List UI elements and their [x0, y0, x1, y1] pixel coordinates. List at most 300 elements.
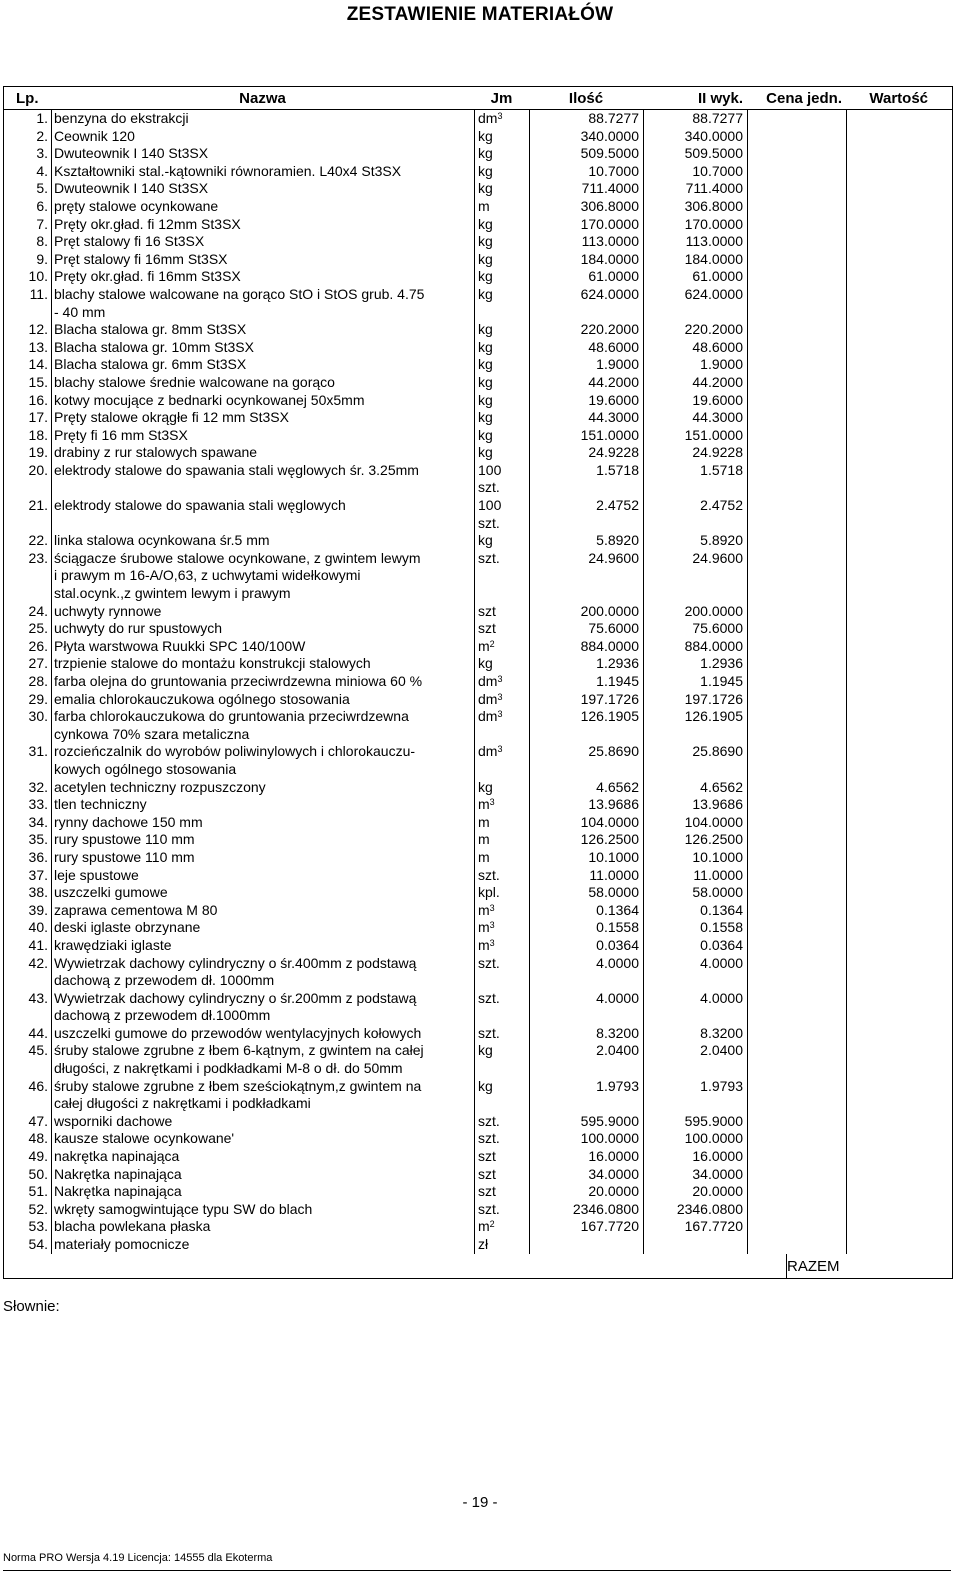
- cell-ii-wyk: 884.0000: [643, 638, 747, 656]
- cell-ilosc: 306.8000: [529, 198, 643, 216]
- cell-cena: [747, 1113, 846, 1131]
- cell-lp: 48.: [28, 1130, 48, 1147]
- cell-nazwa: benzyna do ekstrakcji: [51, 110, 474, 128]
- cell-nazwa: zaprawa cementowa M 80: [51, 902, 474, 920]
- cell-wartosc: [846, 1218, 952, 1236]
- cell-jm: kg: [474, 251, 529, 269]
- cell-cena: [747, 1218, 846, 1236]
- cell-lp: 17.: [28, 409, 48, 426]
- table-row: [4, 1078, 952, 1113]
- cell-cena: [747, 251, 846, 269]
- cell-lp: 37.: [28, 866, 48, 883]
- table-row: [4, 620, 952, 638]
- cell-nazwa: Blacha stalowa gr. 8mm St3SX: [51, 321, 474, 339]
- cell-cena: [747, 673, 846, 691]
- cell-lp: 3.: [36, 145, 48, 162]
- table-row: [4, 462, 952, 497]
- cell-lp: 8.: [36, 233, 48, 250]
- cell-cena: [747, 163, 846, 181]
- cell-wartosc: [846, 673, 952, 691]
- cell-ii-wyk: 126.2500: [643, 831, 747, 849]
- cell-wartosc: [846, 392, 952, 410]
- cell-jm: kg: [474, 779, 529, 797]
- cell-lp: 42.: [28, 954, 48, 971]
- table-row: [4, 638, 952, 656]
- cell-wartosc: [846, 444, 952, 462]
- cell-nazwa: Nakrętka napinająca: [51, 1183, 474, 1201]
- cell-ilosc: 4.6562: [529, 779, 643, 797]
- cell-wartosc: [846, 356, 952, 374]
- cell-ilosc: 34.0000: [529, 1166, 643, 1184]
- cell-lp: 38.: [28, 884, 48, 901]
- cell-wartosc: [846, 268, 952, 286]
- cell-wartosc: [846, 374, 952, 392]
- cell-lp: 44.: [28, 1024, 48, 1041]
- cell-nazwa: Dwuteownik I 140 St3SX: [51, 145, 474, 163]
- cell-lp: 25.: [28, 620, 48, 637]
- cell-wartosc: [846, 128, 952, 146]
- table-row: [4, 1113, 952, 1131]
- cell-ii-wyk: 126.1905: [643, 708, 747, 743]
- cell-wartosc: [846, 409, 952, 427]
- cell-ilosc: 48.6000: [529, 339, 643, 357]
- cell-cena: [747, 409, 846, 427]
- cell-nazwa: drabiny z rur stalowych spawane: [51, 444, 474, 462]
- cell-ii-wyk: 2346.0800: [643, 1201, 747, 1219]
- header-lp: Lp.: [16, 89, 39, 107]
- document-title: ZESTAWIENIE MATERIAŁÓW: [346, 4, 614, 25]
- cell-wartosc: [846, 691, 952, 709]
- cell-ilosc: 16.0000: [529, 1148, 643, 1166]
- cell-nazwa: leje spustowe: [51, 867, 474, 885]
- cell-wartosc: [846, 1148, 952, 1166]
- cell-ilosc: 151.0000: [529, 427, 643, 445]
- cell-ii-wyk: 88.7277: [643, 110, 747, 128]
- table-row: [4, 990, 952, 1025]
- cell-jm: kg: [474, 427, 529, 445]
- table-row: [4, 374, 952, 392]
- cell-jm: szt.: [474, 955, 529, 990]
- cell-nazwa: Pręt stalowy fi 16mm St3SX: [51, 251, 474, 269]
- cell-ii-wyk: 1.9793: [643, 1078, 747, 1113]
- table-row: [4, 814, 952, 832]
- table-row: [4, 1166, 952, 1184]
- cell-cena: [747, 867, 846, 885]
- cell-ilosc: 11.0000: [529, 867, 643, 885]
- cell-ii-wyk: 104.0000: [643, 814, 747, 832]
- cell-ilosc: 44.2000: [529, 374, 643, 392]
- cell-nazwa: Wywietrzak dachowy cylindryczny o śr.400mm z podstawą dachową z przewodem dł. 1000mm: [51, 955, 474, 990]
- cell-cena: [747, 955, 846, 990]
- cell-lp: 33.: [28, 796, 48, 813]
- cell-jm: szt.: [474, 1113, 529, 1131]
- cell-ii-wyk: 595.9000: [643, 1113, 747, 1131]
- cell-ilosc: 25.8690: [529, 743, 643, 778]
- cell-ii-wyk: 8.3200: [643, 1025, 747, 1043]
- cell-cena: [747, 268, 846, 286]
- table-row: [4, 268, 952, 286]
- cell-wartosc: [846, 145, 952, 163]
- cell-wartosc: [846, 1166, 952, 1184]
- cell-nazwa: Blacha stalowa gr. 6mm St3SX: [51, 356, 474, 374]
- cell-lp: 6.: [36, 197, 48, 214]
- cell-ilosc: 13.9686: [529, 796, 643, 814]
- cell-ii-wyk: 1.1945: [643, 673, 747, 691]
- cell-ii-wyk: 200.0000: [643, 603, 747, 621]
- cell-ilosc: 88.7277: [529, 110, 643, 128]
- cell-cena: [747, 1148, 846, 1166]
- table-row: [4, 198, 952, 216]
- header-jm: Jm: [490, 89, 513, 107]
- header-ilosc: Ilość: [568, 89, 604, 107]
- cell-jm: kg: [474, 356, 529, 374]
- cell-wartosc: [846, 638, 952, 656]
- cell-jm: szt.: [474, 867, 529, 885]
- cell-ii-wyk: 24.9228: [643, 444, 747, 462]
- table-row: [4, 110, 952, 128]
- cell-ilosc: 104.0000: [529, 814, 643, 832]
- cell-lp: 5.: [36, 180, 48, 197]
- cell-lp: 20.: [28, 461, 48, 478]
- cell-nazwa: acetylen techniczny rozpuszczony: [51, 779, 474, 797]
- page-number: - 19 -: [462, 1494, 498, 1511]
- cell-wartosc: [846, 286, 952, 321]
- cell-nazwa: nakrętka napinająca: [51, 1148, 474, 1166]
- cell-nazwa: deski iglaste obrzynane: [51, 919, 474, 937]
- table-row: [4, 884, 952, 902]
- table-row: [4, 1218, 952, 1236]
- cell-lp: 2.: [36, 127, 48, 144]
- cell-ii-wyk: 0.1558: [643, 919, 747, 937]
- cell-nazwa: rury spustowe 110 mm: [51, 831, 474, 849]
- cell-jm: szt.: [474, 550, 529, 603]
- cell-cena: [747, 110, 846, 128]
- cell-nazwa: Nakrętka napinająca: [51, 1166, 474, 1184]
- table-row: [4, 339, 952, 357]
- cell-nazwa: Wywietrzak dachowy cylindryczny o śr.200mm z podstawą dachową z przewodem dł.1000mm: [51, 990, 474, 1025]
- cell-wartosc: [846, 532, 952, 550]
- table-header: [4, 87, 952, 110]
- cell-nazwa: linka stalowa ocynkowana śr.5 mm: [51, 532, 474, 550]
- cell-lp: 43.: [28, 989, 48, 1006]
- cell-ilosc: 0.0364: [529, 937, 643, 955]
- cell-cena: [747, 1201, 846, 1219]
- footer-divider: [3, 1570, 951, 1571]
- cell-ilosc: 340.0000: [529, 128, 643, 146]
- cell-jm: m: [474, 814, 529, 832]
- table-row: [4, 902, 952, 920]
- cell-ii-wyk: 25.8690: [643, 743, 747, 778]
- table-row: [4, 286, 952, 321]
- cell-nazwa: rynny dachowe 150 mm: [51, 814, 474, 832]
- cell-lp: 9.: [36, 250, 48, 267]
- cell-ii-wyk: 16.0000: [643, 1148, 747, 1166]
- cell-ilosc: 10.7000: [529, 163, 643, 181]
- cell-lp: 1.: [36, 110, 48, 126]
- cell-cena: [747, 1166, 846, 1184]
- cell-jm: szt: [474, 603, 529, 621]
- cell-jm: szt: [474, 1166, 529, 1184]
- cell-wartosc: [846, 1183, 952, 1201]
- cell-ilosc: 126.2500: [529, 831, 643, 849]
- cell-nazwa: elektrody stalowe do spawania stali węglowych śr. 3.25mm: [51, 462, 474, 497]
- cell-ii-wyk: 5.8920: [643, 532, 747, 550]
- cell-ilosc: 170.0000: [529, 216, 643, 234]
- cell-lp: 30.: [28, 708, 48, 725]
- cell-wartosc: [846, 955, 952, 990]
- cell-nazwa: blacha powlekana płaska: [51, 1218, 474, 1236]
- cell-ilosc: 184.0000: [529, 251, 643, 269]
- cell-ii-wyk: 20.0000: [643, 1183, 747, 1201]
- table-row: [4, 251, 952, 269]
- table-row: [4, 444, 952, 462]
- cell-ilosc: 100.0000: [529, 1130, 643, 1148]
- table-row: [4, 233, 952, 251]
- cell-jm: kg: [474, 1078, 529, 1113]
- cell-cena: [747, 462, 846, 497]
- cell-nazwa: rozcieńczalnik do wyrobów poliwinylowych i chlorokauczu- kowych ogólnego stosowania: [51, 743, 474, 778]
- table-row: [4, 497, 952, 532]
- cell-nazwa: Pręty okr.gład. fi 12mm St3SX: [51, 216, 474, 234]
- cell-jm: $m^2$: [474, 1218, 529, 1236]
- cell-nazwa: kausze stalowe ocynkowane': [51, 1130, 474, 1148]
- cell-cena: [747, 831, 846, 849]
- cell-ilosc: 58.0000: [529, 884, 643, 902]
- cell-wartosc: [846, 550, 952, 603]
- cell-wartosc: [846, 937, 952, 955]
- cell-lp: 32.: [28, 778, 48, 795]
- cell-lp: 47.: [28, 1112, 48, 1129]
- cell-ilosc: 0.1558: [529, 919, 643, 937]
- cell-nazwa: tlen techniczny: [51, 796, 474, 814]
- table-row: [4, 1130, 952, 1148]
- cell-ii-wyk: 1.5718: [643, 462, 747, 497]
- cell-jm: kg: [474, 339, 529, 357]
- table-row: [4, 743, 952, 778]
- cell-ii-wyk: 48.6000: [643, 339, 747, 357]
- cell-ilosc: 167.7720: [529, 1218, 643, 1236]
- cell-ii-wyk: 4.6562: [643, 779, 747, 797]
- cell-lp: 28.: [28, 673, 48, 689]
- cell-lp: 39.: [28, 901, 48, 918]
- cell-nazwa: kotwy mocujące z bednarki ocynkowanej 50x5mm: [51, 392, 474, 410]
- cell-jm: szt: [474, 1183, 529, 1201]
- cell-ii-wyk: 197.1726: [643, 691, 747, 709]
- cell-lp: 31.: [28, 743, 48, 760]
- cell-lp: 53.: [28, 1218, 48, 1235]
- cell-lp: 52.: [28, 1200, 48, 1217]
- cell-ii-wyk: 24.9600: [643, 550, 747, 603]
- cell-jm: kg: [474, 268, 529, 286]
- cell-nazwa: śruby stalowe zgrubne z łbem 6-kątnym, z gwintem na całej długości, z nakrętkami i podkładkami M-8 o dł. do 50mm: [51, 1042, 474, 1077]
- cell-cena: [747, 708, 846, 743]
- table-row: [4, 691, 952, 709]
- cell-cena: [747, 743, 846, 778]
- cell-jm: kg: [474, 1042, 529, 1077]
- cell-cena: [747, 796, 846, 814]
- cell-lp: 13.: [28, 338, 48, 355]
- cell-jm: szt.: [474, 1201, 529, 1219]
- cell-nazwa: Pręt stalowy fi 16 St3SX: [51, 233, 474, 251]
- cell-jm: 100 szt.: [474, 497, 529, 532]
- table-row: [4, 145, 952, 163]
- cell-ii-wyk: 1.9000: [643, 356, 747, 374]
- cell-nazwa: elektrody stalowe do spawania stali węglowych: [51, 497, 474, 532]
- cell-wartosc: [846, 990, 952, 1025]
- table-row: [4, 1183, 952, 1201]
- cell-cena: [747, 1025, 846, 1043]
- cell-lp: 54.: [28, 1236, 48, 1252]
- table-row: [4, 1236, 952, 1254]
- cell-ilosc: 113.0000: [529, 233, 643, 251]
- table-row: [4, 427, 952, 445]
- table-row: [4, 128, 952, 146]
- cell-ii-wyk: [643, 1236, 747, 1254]
- table-row: [4, 409, 952, 427]
- cell-cena: [747, 937, 846, 955]
- cell-jm: $m^2$: [474, 638, 529, 656]
- cell-lp: 50.: [28, 1165, 48, 1182]
- cell-nazwa: blachy stalowe średnie walcowane na gorąco: [51, 374, 474, 392]
- cell-lp: 14.: [28, 356, 48, 373]
- cell-ii-wyk: 2.4752: [643, 497, 747, 532]
- cell-nazwa: krawędziaki iglaste: [51, 937, 474, 955]
- cell-jm: kg: [474, 163, 529, 181]
- table-row: [4, 321, 952, 339]
- header-ii-wyk: II wyk.: [697, 89, 743, 107]
- cell-lp: 26.: [28, 637, 48, 654]
- cell-jm: szt: [474, 1148, 529, 1166]
- cell-cena: [747, 356, 846, 374]
- cell-ii-wyk: 151.0000: [643, 427, 747, 445]
- cell-jm: szt.: [474, 1025, 529, 1043]
- table-row: [4, 955, 952, 990]
- cell-nazwa: blachy stalowe walcowane na gorąco StO i StOS grub. 4.75 - 40 mm: [51, 286, 474, 321]
- cell-ilosc: 75.6000: [529, 620, 643, 638]
- cell-jm: 100 szt.: [474, 462, 529, 497]
- cell-ilosc: 61.0000: [529, 268, 643, 286]
- cell-nazwa: farba olejna do gruntowania przeciwrdzewna miniowa 60 %: [51, 673, 474, 691]
- cell-lp: 51.: [28, 1183, 48, 1200]
- cell-cena: [747, 1183, 846, 1201]
- cell-jm: szt: [474, 620, 529, 638]
- table-row: [4, 867, 952, 885]
- table-row: [4, 919, 952, 937]
- cell-ilosc: 711.4000: [529, 180, 643, 198]
- cell-wartosc: [846, 708, 952, 743]
- cell-ilosc: 1.1945: [529, 673, 643, 691]
- cell-jm: m: [474, 198, 529, 216]
- cell-jm: $dm^3$: [474, 743, 529, 778]
- cell-wartosc: [846, 462, 952, 497]
- cell-ilosc: 1.9793: [529, 1078, 643, 1113]
- materials-table: [3, 86, 953, 1279]
- cell-ilosc: 2346.0800: [529, 1201, 643, 1219]
- cell-lp: 15.: [28, 373, 48, 390]
- cell-jm: $dm^3$: [474, 110, 529, 128]
- cell-wartosc: [846, 497, 952, 532]
- cell-jm: $m^3$: [474, 919, 529, 937]
- cell-nazwa: śruby stalowe zgrubne z łbem sześciokątnym,z gwintem na całej długości z nakrętkami i podkładkami: [51, 1078, 474, 1113]
- table-row: [4, 1042, 952, 1077]
- cell-ii-wyk: 167.7720: [643, 1218, 747, 1236]
- table-row: [4, 550, 952, 603]
- cell-wartosc: [846, 620, 952, 638]
- cell-cena: [747, 655, 846, 673]
- cell-wartosc: [846, 779, 952, 797]
- cell-wartosc: [846, 1236, 952, 1254]
- cell-ii-wyk: 61.0000: [643, 268, 747, 286]
- cell-cena: [747, 902, 846, 920]
- table-row: [4, 831, 952, 849]
- cell-ii-wyk: 170.0000: [643, 216, 747, 234]
- cell-lp: 36.: [28, 848, 48, 865]
- cell-jm: kg: [474, 145, 529, 163]
- cell-cena: [747, 849, 846, 867]
- footer-text: Norma PRO Wersja 4.19 Licencja: 14555 dla Ekoterma: [3, 1552, 273, 1564]
- cell-wartosc: [846, 831, 952, 849]
- cell-wartosc: [846, 1201, 952, 1219]
- cell-nazwa: uchwyty rynnowe: [51, 603, 474, 621]
- cell-jm: kg: [474, 532, 529, 550]
- cell-nazwa: materiały pomocnicze: [51, 1236, 474, 1254]
- cell-ilosc: 5.8920: [529, 532, 643, 550]
- cell-nazwa: Ceownik 120: [51, 128, 474, 146]
- table-row: [4, 532, 952, 550]
- cell-lp: 45.: [28, 1042, 48, 1059]
- cell-lp: 41.: [28, 936, 48, 953]
- cell-ii-wyk: 340.0000: [643, 128, 747, 146]
- cell-ii-wyk: 19.6000: [643, 392, 747, 410]
- cell-cena: [747, 1042, 846, 1077]
- table-row: [4, 356, 952, 374]
- cell-ii-wyk: 4.0000: [643, 990, 747, 1025]
- cell-nazwa: farba chlorokauczukowa do gruntowania przeciwrdzewna cynkowa 70% szara metaliczna: [51, 708, 474, 743]
- cell-nazwa: wkręty samogwintujące typu SW do blach: [51, 1201, 474, 1219]
- cell-cena: [747, 1130, 846, 1148]
- cell-cena: [747, 198, 846, 216]
- cell-ii-wyk: 624.0000: [643, 286, 747, 321]
- cell-nazwa: rury spustowe 110 mm: [51, 849, 474, 867]
- cell-cena: [747, 1078, 846, 1113]
- cell-jm: kg: [474, 392, 529, 410]
- cell-wartosc: [846, 1042, 952, 1077]
- cell-cena: [747, 638, 846, 656]
- table-row: [4, 849, 952, 867]
- cell-ii-wyk: 44.3000: [643, 409, 747, 427]
- cell-jm: kg: [474, 321, 529, 339]
- cell-jm: kg: [474, 655, 529, 673]
- cell-wartosc: [846, 796, 952, 814]
- cell-ii-wyk: 711.4000: [643, 180, 747, 198]
- cell-nazwa: Kształtowniki stal.-kątowniki równoramien. L40x4 St3SX: [51, 163, 474, 181]
- cell-ilosc: 884.0000: [529, 638, 643, 656]
- cell-jm: szt.: [474, 990, 529, 1025]
- table-row: [4, 1148, 952, 1166]
- cell-ilosc: 44.3000: [529, 409, 643, 427]
- cell-ilosc: 126.1905: [529, 708, 643, 743]
- table-row: [4, 937, 952, 955]
- cell-jm: $dm^3$: [474, 691, 529, 709]
- cell-lp: 23.: [28, 549, 48, 566]
- cell-wartosc: [846, 427, 952, 445]
- cell-ilosc: 2.4752: [529, 497, 643, 532]
- table-row: [4, 779, 952, 797]
- cell-jm: $m^3$: [474, 796, 529, 814]
- cell-wartosc: [846, 198, 952, 216]
- cell-cena: [747, 374, 846, 392]
- cell-jm: $m^3$: [474, 937, 529, 955]
